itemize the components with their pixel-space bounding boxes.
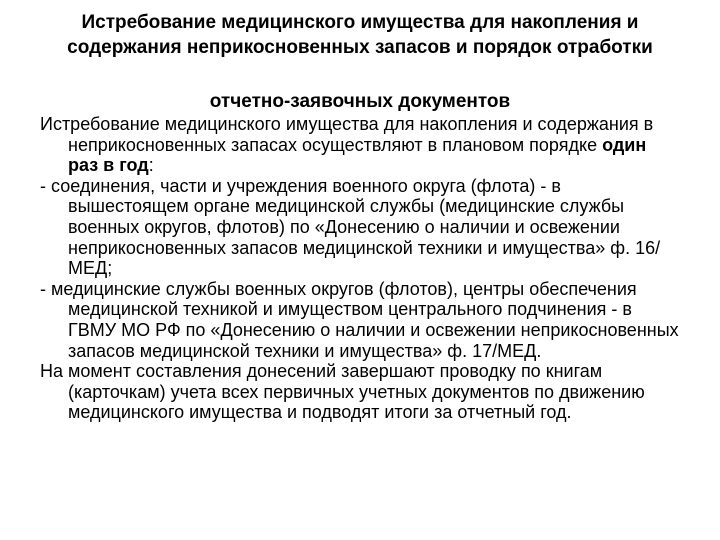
title-line-3: отчетно-заявочных документов [209,91,511,112]
title-line-1: Истребование медицинского имущества для накопления и [81,12,639,33]
paragraph-intro-bold: один раз в год [68,134,647,176]
slide-title [20,10,700,114]
paragraph-intro [40,114,680,176]
paragraph-closing: На момент составления донесений завершают проводку по книгам (карточкам) учета всех первичных учетных документов по движению медицинского имущества и подводят итоги за отчетный год. [40,361,645,423]
paragraph-intro-end: : [148,155,154,176]
paragraph-intro-text: Истребование медицинского имущества для накопления и содержания в неприкосновенных запасах осуществляют в плановом порядке [40,114,654,155]
title-line-2: содержания неприкосновенных запасов и порядок отработки [67,37,653,58]
slide-body [40,114,680,423]
paragraph-form-17: - медицинские службы военных округов (флотов), центры обеспечения медицинской техникой и имуществом центрального подчинения - в ГВМУ МО РФ по «Донесению о наличии и освежении неприкосновенных запасов медицинской техники и имущества» ф. 17/МЕД. [40,278,679,361]
paragraph-form-16: - соединения, части и учреждения военного округа (флота) - в вышестоящем органе медицинской службы (медицинские службы военных округов, флотов) по «Донесению о наличии и освежении неприкосновенных запасов медицинской техники и имущества» ф. 16/МЕД; [40,175,661,279]
